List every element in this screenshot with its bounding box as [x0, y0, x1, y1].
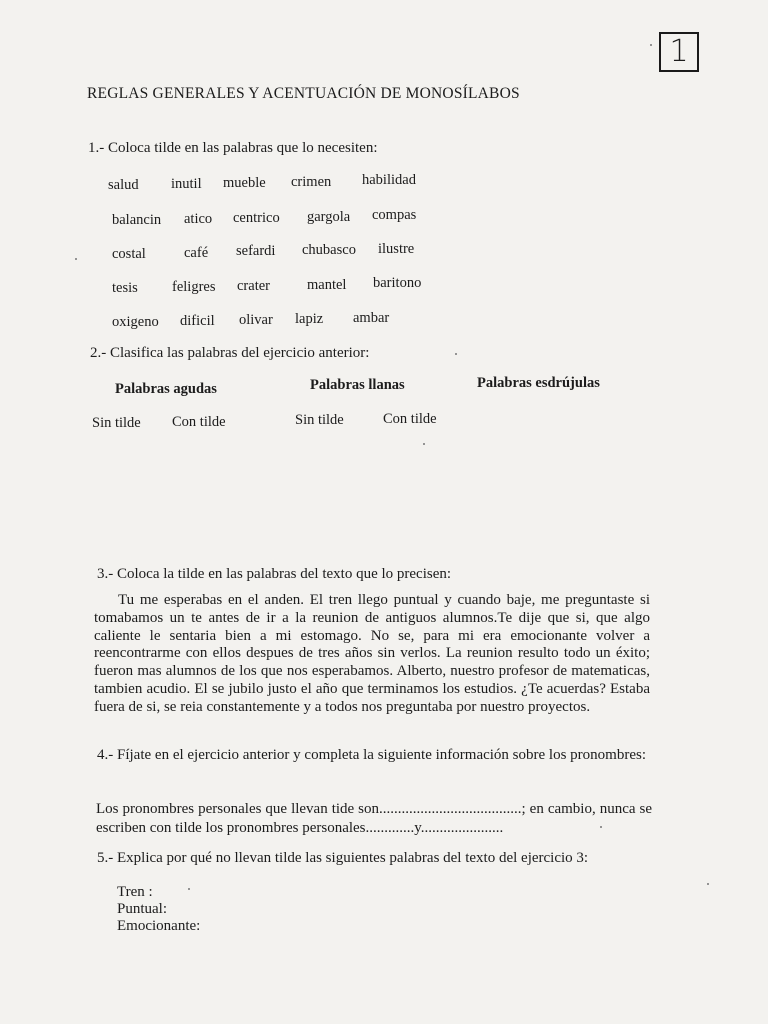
word-item: baritono — [373, 275, 422, 291]
scan-speck — [707, 883, 709, 885]
word-item: chubasco — [302, 242, 356, 258]
exercise-4-prompt: 4.- Fíjate en el ejercicio anterior y completa la siguiente información sobre los pronombres: — [97, 747, 646, 763]
word-item: crimen — [291, 174, 332, 190]
word-item: ambar — [353, 310, 390, 326]
exercise-3-prompt: 3.- Coloca la tilde en las palabras del texto que lo precisen: — [97, 566, 452, 582]
word-item: centrico — [233, 210, 280, 226]
exercise-2-prompt: 2.- Clasifica las palabras del ejercicio anterior: — [90, 345, 370, 361]
word-item: habilidad — [362, 172, 416, 188]
word-item: crater — [237, 278, 270, 294]
subcolumn-sin-tilde: Sin tilde — [92, 415, 141, 431]
word-item: costal — [112, 246, 146, 262]
word-item: gargola — [307, 209, 351, 225]
word-item: mantel — [307, 277, 347, 293]
word-item: ilustre — [378, 241, 415, 257]
column-heading-llanas: Palabras llanas — [310, 377, 405, 393]
word-item: mueble — [223, 175, 266, 191]
exercise-4-fill-in-text: Los pronombres personales que llevan tide son......................................; en cambio, nunca se escriben con tilde los pronombres personales.............y...................... — [96, 801, 652, 836]
word-item: olivar — [239, 312, 273, 328]
subcolumn-con-tilde: Con tilde — [172, 414, 226, 430]
subcolumn-sin-tilde: Sin tilde — [295, 412, 344, 428]
word-item: salud — [108, 177, 139, 193]
word-item: sefardi — [236, 243, 276, 259]
word-item: dificil — [180, 313, 215, 329]
scan-speck — [188, 888, 190, 890]
word-item: compas — [372, 207, 417, 223]
word-item: café — [184, 245, 209, 261]
scan-speck — [75, 258, 77, 260]
word-item: inutil — [171, 176, 202, 192]
exercise-3-text: Tu me esperabas en el anden. El tren llego puntual y cuando baje, me preguntaste si tomabamos un te antes de ir a la reunion de antiguos alumnos.Te dije que si, que algo caliente le sentaria bien a mi estomago. No se, para mi era emocionante volver a reencontrarme con ellos despues de tres años sin verlos. La reunion resulto todo un éxito; fueron mas alumnos de los que nos esperabamos. Alberto, nuestro profesor de matematicas, tambien acudio. El se jubilo justo el año que terminamos los estudios. ¿Te acuerdas? Estaba fuera de si, se reia constantemente y a todos nos preguntaba por nuestro proyectos. — [94, 592, 650, 715]
page-number-box: 1 — [659, 32, 699, 72]
page-title: REGLAS GENERALES Y ACENTUACIÓN DE MONOSÍLABOS — [87, 85, 520, 102]
answer-label-tren: Tren : — [117, 884, 153, 900]
word-item: tesis — [112, 280, 138, 296]
word-item: feligres — [172, 279, 216, 295]
scan-speck — [650, 44, 652, 46]
scan-speck — [600, 826, 602, 828]
answer-label-emocionante: Emocionante: — [117, 918, 201, 934]
scan-speck — [455, 353, 457, 355]
word-item: lapiz — [295, 311, 324, 327]
exercise-5-prompt: 5.- Explica por qué no llevan tilde las siguientes palabras del texto del ejercicio 3: — [97, 850, 589, 866]
scan-speck — [423, 443, 425, 445]
word-item: balancin — [112, 212, 162, 228]
answer-label-puntual: Puntual: — [117, 901, 168, 917]
word-item: oxigeno — [112, 314, 159, 330]
column-heading-esdrujulas: Palabras esdrújulas — [477, 375, 600, 391]
exercise-1-prompt: 1.- Coloca tilde en las palabras que lo necesiten: — [88, 140, 378, 156]
word-item: atico — [184, 211, 213, 227]
subcolumn-con-tilde: Con tilde — [383, 411, 437, 427]
column-heading-agudas: Palabras agudas — [115, 381, 217, 397]
